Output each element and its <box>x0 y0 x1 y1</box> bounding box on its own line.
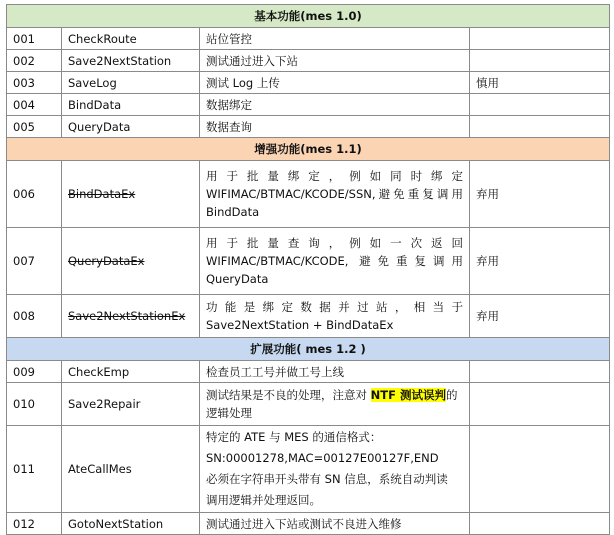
function-name: Save2NextStationEx <box>62 295 200 338</box>
row-number: 012 <box>7 513 62 535</box>
description-line: QueryData <box>206 272 269 286</box>
description-line: WIFIMAC/BTMAC/KCODE, 避免重复调用 <box>206 254 463 268</box>
table-row <box>7 94 610 116</box>
function-note: 弃用 <box>470 295 610 338</box>
description-line: 必须在字符串开头带有 SN 信息，系统自动判读 <box>206 472 448 486</box>
table-row <box>7 361 610 383</box>
row-number: 008 <box>7 295 62 338</box>
row-number: 004 <box>7 94 62 116</box>
row-number: 011 <box>7 426 62 513</box>
table-row <box>7 513 610 535</box>
description-line: 调用逻辑并处理返回。 <box>206 493 321 507</box>
section-header-enhanced <box>7 138 610 161</box>
table-row <box>7 50 610 72</box>
function-note <box>470 513 610 535</box>
function-name: QueryDataEx <box>62 228 200 295</box>
highlighted-text: NTF 测试误判 <box>370 388 446 402</box>
table-row <box>7 72 610 94</box>
description-line: BindData <box>206 205 260 219</box>
function-name: Save2Repair <box>62 383 200 426</box>
description-line <box>206 386 463 404</box>
row-number: 001 <box>7 28 62 50</box>
description-line: 用于批量绑定，例如同时绑定 <box>206 169 463 183</box>
row-number: 007 <box>7 228 62 295</box>
function-description <box>200 295 470 338</box>
description-line: WIFIMAC/BTMAC/KCODE/SSN,避免重复调用 <box>206 187 463 201</box>
function-description: 数据查询 <box>200 116 470 138</box>
function-note: 慎用 <box>470 72 610 94</box>
function-name: GotoNextStation <box>62 513 200 535</box>
row-number: 010 <box>7 383 62 426</box>
function-name: BindDataEx <box>62 161 200 228</box>
section-header-basic <box>7 5 610 28</box>
description-line: SN:00001278,MAC=00127E00127F,END <box>206 451 439 465</box>
row-number: 002 <box>7 50 62 72</box>
function-description <box>200 383 470 426</box>
function-description: 数据绑定 <box>200 94 470 116</box>
description-text: 的 <box>445 388 458 402</box>
function-description <box>200 426 470 513</box>
function-description: 测试通过进入下站或测试不良进入维修 <box>200 513 470 535</box>
function-description <box>200 228 470 295</box>
function-description: 检查员工工号并做工号上线 <box>200 361 470 383</box>
function-description: 站位管控 <box>200 28 470 50</box>
function-note: 弃用 <box>470 228 610 295</box>
description-line: 特定的 ATE 与 MES 的通信格式： <box>206 430 382 444</box>
function-note <box>470 28 610 50</box>
function-note <box>470 50 610 72</box>
function-description <box>200 161 470 228</box>
section-title: 扩展功能( mes 1.2 ) <box>7 338 610 361</box>
description-line: 用于批量查询，例如一次返回 <box>206 236 463 250</box>
table-row <box>7 228 610 295</box>
section-header-extended <box>7 338 610 361</box>
function-name: SaveLog <box>62 72 200 94</box>
function-note <box>470 116 610 138</box>
function-note <box>470 94 610 116</box>
function-name: QueryData <box>62 116 200 138</box>
function-description: 测试 Log 上传 <box>200 72 470 94</box>
table-row <box>7 161 610 228</box>
function-name: CheckRoute <box>62 28 200 50</box>
description-line: Save2NextStation + BindDataEx <box>206 318 394 332</box>
function-note <box>470 361 610 383</box>
table-row <box>7 383 610 426</box>
function-name: AteCallMes <box>62 426 200 513</box>
table-row <box>7 426 610 513</box>
table-row <box>7 295 610 338</box>
description-text: 测试结果是不良的处理，注意对 <box>206 388 371 402</box>
section-title: 基本功能(mes 1.0) <box>7 5 610 28</box>
row-number: 006 <box>7 161 62 228</box>
description-line: 功能是绑定数据并过站，相当于 <box>206 300 463 314</box>
row-number: 009 <box>7 361 62 383</box>
function-note: 弃用 <box>470 161 610 228</box>
function-name: CheckEmp <box>62 361 200 383</box>
function-description: 测试通过进入下站 <box>200 50 470 72</box>
function-note <box>470 383 610 426</box>
table-row <box>7 116 610 138</box>
function-name: Save2NextStation <box>62 50 200 72</box>
table-row <box>7 28 610 50</box>
description-line: 逻辑处理 <box>206 406 252 420</box>
api-function-table <box>6 4 610 535</box>
section-title: 增强功能(mes 1.1) <box>7 138 610 161</box>
row-number: 005 <box>7 116 62 138</box>
function-note <box>470 426 610 513</box>
row-number: 003 <box>7 72 62 94</box>
function-name: BindData <box>62 94 200 116</box>
